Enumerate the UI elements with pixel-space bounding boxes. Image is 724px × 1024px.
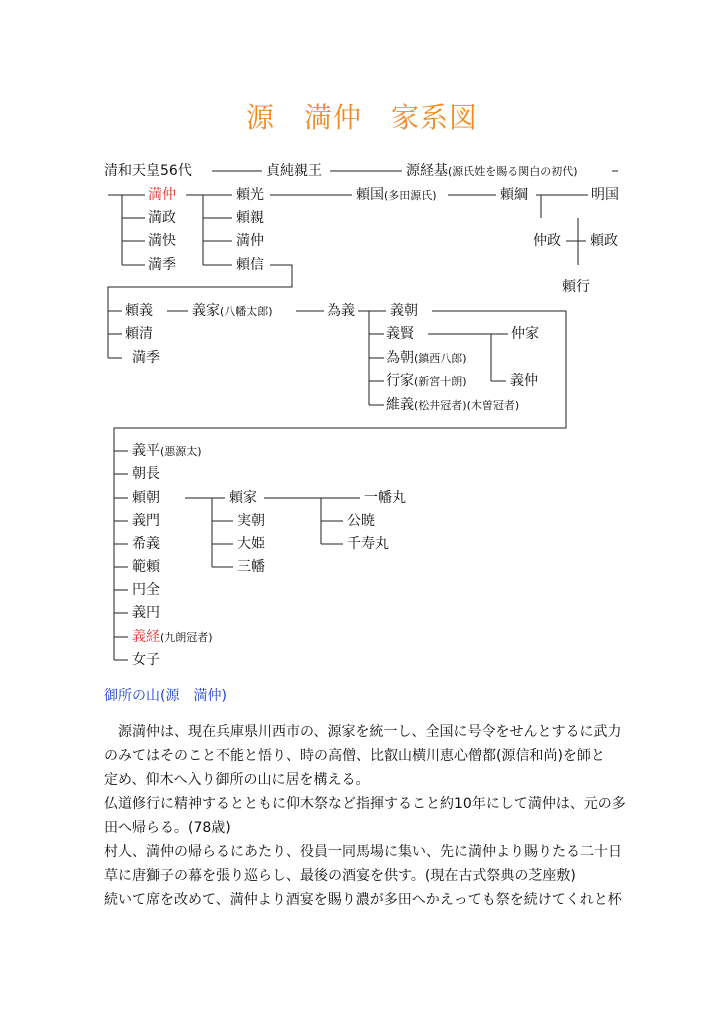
story-line: 村人、満仲の帰らるにあたり、役員一同馬場に集い、先に満仲より賜りたる二十日	[104, 844, 622, 860]
node-yoshiie	[192, 303, 273, 320]
node-tametomo	[386, 350, 467, 367]
node-koreyoshi-name: 維義	[386, 397, 414, 413]
node-yoshikata: 義賢	[386, 326, 414, 342]
node-yoshinaka: 義仲	[510, 373, 538, 389]
node-seiwa: 清和天皇56代	[104, 163, 192, 179]
node-mitsunaka: 満仲	[148, 187, 176, 203]
node-tametomo-note: (鎮西八郎)	[414, 352, 467, 365]
node-mitsunaka-2: 満仲	[236, 233, 264, 249]
node-sadazumi: 貞純親王	[266, 163, 322, 179]
node-yoshihira	[132, 443, 202, 460]
node-ohime: 大姫	[237, 536, 265, 552]
node-tomonaga: 朝長	[132, 466, 160, 482]
node-yoshitsune-note: (九朗冠者)	[160, 631, 213, 644]
node-tsunemoto-name: 源経基	[406, 163, 448, 179]
node-yoritomo: 頼朝	[132, 490, 160, 506]
node-tsunemoto-note: (源氏姓を賜る関白の初代)	[448, 165, 578, 178]
node-mitsusue-2: 満季	[132, 350, 160, 366]
node-yukiie-name: 行家	[386, 373, 414, 389]
node-yoshihira-name: 義平	[132, 443, 160, 459]
node-yoshikado: 義門	[132, 513, 160, 529]
node-yorikuni	[356, 187, 437, 204]
node-mitsumasa: 満政	[148, 210, 176, 226]
node-yorichika: 頼親	[236, 210, 264, 226]
node-joshi: 女子	[132, 652, 160, 668]
node-koreyoshi	[386, 397, 519, 414]
page-title: 源 満仲 家系図	[245, 101, 478, 134]
node-yoshiie-note: (八幡太郎)	[220, 305, 273, 318]
node-tametomo-name: 為朝	[386, 350, 414, 366]
node-gien: 義円	[132, 605, 160, 621]
node-mareyoshi: 希義	[132, 536, 160, 552]
node-senjumaru: 千寿丸	[347, 536, 389, 552]
node-sanetomo: 実朝	[237, 513, 265, 529]
node-nakamasa: 仲政	[533, 233, 561, 249]
node-mitsusue: 満季	[148, 257, 176, 273]
node-yoshitomo: 義朝	[390, 303, 418, 319]
node-ichiman: 一幡丸	[364, 490, 406, 506]
node-kugyo: 公暁	[347, 513, 375, 529]
node-yorikuni-note: (多田源氏)	[384, 189, 437, 202]
story-line: 田へ帰らる。(78歳)	[104, 820, 231, 836]
story-line: 続いて席を改めて、満仲より酒宴を賜り濃が多田へかえっても祭を続けてくれと杯	[104, 892, 622, 908]
story-line: 草に唐獅子の幕を張り巡らし、最後の酒宴を供す。(現在古式祭典の芝座敷)	[104, 868, 576, 884]
node-yukiie	[386, 373, 467, 390]
node-sanman: 三幡	[237, 559, 265, 575]
node-yorinobu: 頼信	[236, 257, 264, 273]
story-line: 仏道修行に精神するとともに仰木祭など指揮すること約10年にして満仲は、元の多	[104, 796, 626, 812]
node-yorimasa: 頼政	[590, 233, 618, 249]
node-yukiie-note: (新宮十朗)	[414, 375, 467, 388]
node-yoshihira-note: (悪源太)	[160, 445, 202, 458]
story-heading: 御所の山(源 満仲)	[104, 688, 227, 704]
node-yoshitsune	[132, 629, 213, 646]
node-yoshiie-name: 義家	[192, 303, 220, 319]
node-tsunemoto	[406, 163, 578, 180]
node-yorimitsu: 頼光	[236, 187, 264, 203]
node-akikuni: 明国	[591, 187, 619, 203]
node-zenjo: 円全	[132, 582, 160, 598]
node-yorikiyo: 頼清	[125, 326, 153, 342]
node-koreyoshi-note: (松井冠者)(木曽冠者)	[414, 399, 520, 412]
story-line: 定め、仰木へ入り御所の山に居を構える。	[104, 772, 370, 788]
node-yoriie: 頼家	[229, 490, 257, 506]
node-nakaie: 仲家	[511, 326, 539, 342]
node-yoritsuna: 頼綱	[500, 187, 528, 203]
node-yoshitsune-name: 義経	[132, 629, 160, 645]
node-yorikuni-name: 頼国	[356, 187, 384, 203]
node-mitsuyoshi: 満快	[148, 233, 176, 249]
node-yoriyuki: 頼行	[562, 279, 590, 295]
node-tameyoshi: 為義	[327, 303, 355, 319]
node-yoriyoshi: 頼義	[125, 303, 153, 319]
story-line: 源満仲は、現在兵庫県川西市の、源家を統一し、全国に号令をせんとするに武力	[104, 724, 622, 740]
story-line: のみてはそのこと不能と悟り、時の高僧、比叡山横川恵心僧都(源信和尚)を師と	[104, 748, 605, 764]
node-noriyori: 範頼	[132, 559, 160, 575]
